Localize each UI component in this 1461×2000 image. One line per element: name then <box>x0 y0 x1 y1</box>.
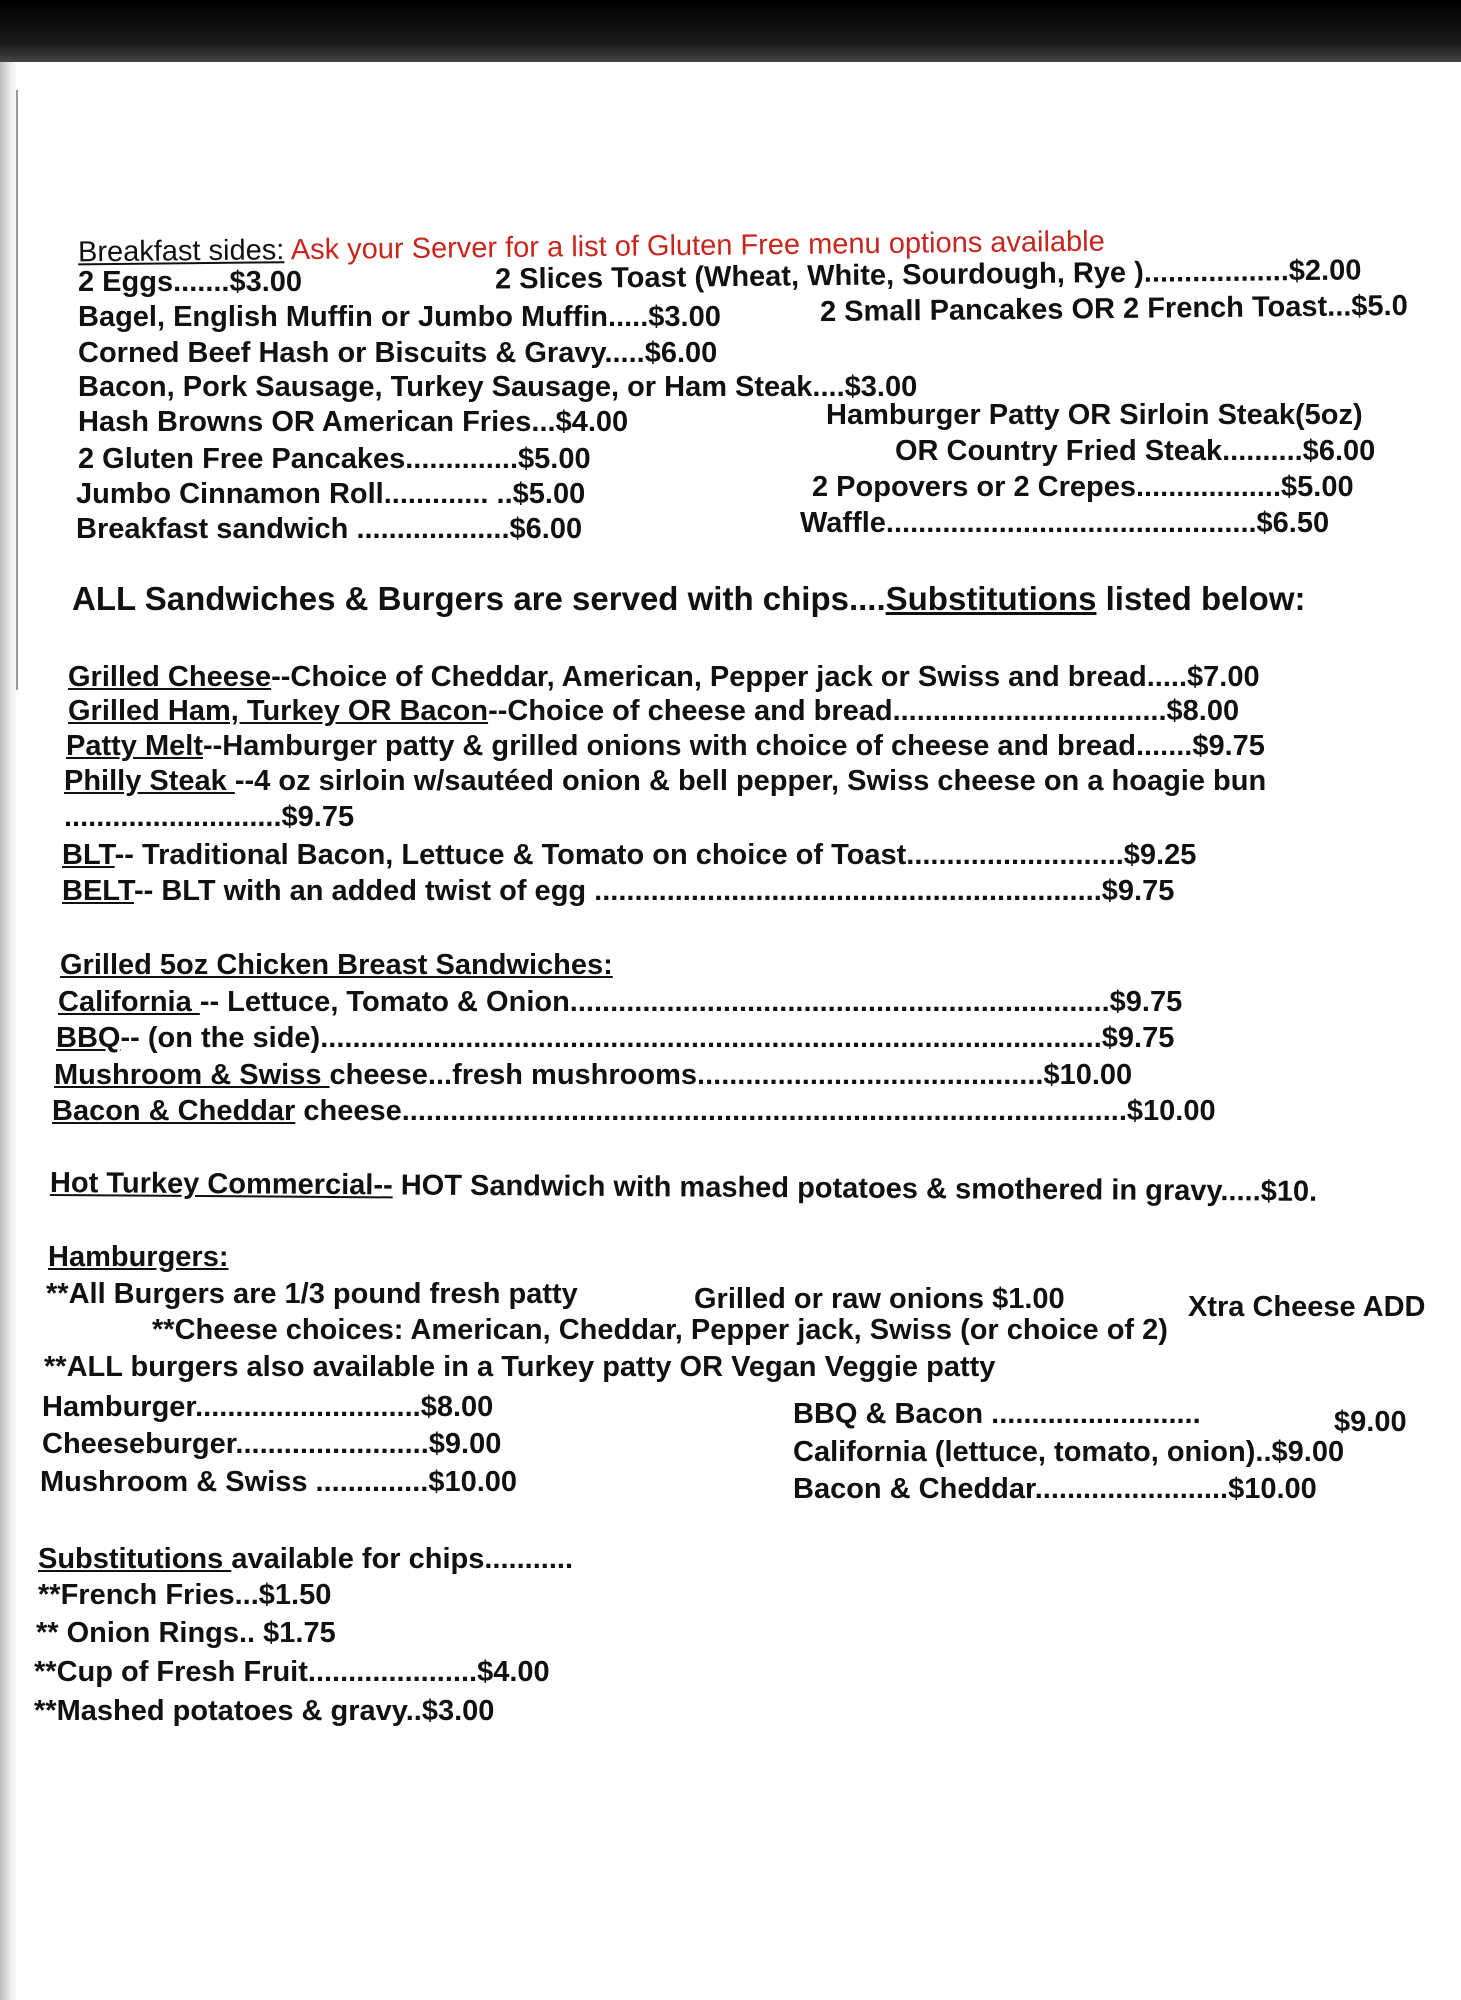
burger-hamburger: Hamburger............................$8.00 <box>42 1391 494 1423</box>
burger-bbq-bacon-price: $9.00 <box>1334 1406 1407 1438</box>
item-country-fried: OR Country Fried Steak..........$6.00 <box>895 435 1376 467</box>
sandwiches-intro-a: ALL Sandwiches & Burgers are served with chips.... <box>72 580 886 617</box>
sandwich-item-desc: ...........................$9.75 <box>64 801 355 833</box>
cheese-choices-note: **Cheese choices: American, Cheddar, Pepper jack, Swiss (or choice of 2) <box>152 1314 1168 1346</box>
item-gf-pancakes: 2 Gluten Free Pancakes..............$5.00 <box>78 443 591 475</box>
sandwich-item-desc: -- BLT with an added twist of egg ...............................................................$9.75 <box>133 875 1175 907</box>
sandwich-item <box>68 660 1260 694</box>
sandwich-item-desc: --Choice of cheese and bread..................................$8.00 <box>488 695 1240 727</box>
item-hash-browns: Hash Browns OR American Fries...$4.00 <box>78 406 629 438</box>
burger-cheeseburger: Cheeseburger........................$9.00 <box>42 1428 502 1460</box>
sandwiches-intro-substitutions: Substitutions <box>885 580 1097 617</box>
burger-patty-note: **All Burgers are 1/3 pound fresh patty <box>46 1278 578 1310</box>
hot-turkey-item <box>50 1166 1317 1209</box>
item-eggs: 2 Eggs.......$3.00 <box>78 266 303 298</box>
substitution-item: ** Onion Rings.. $1.75 <box>36 1617 336 1649</box>
xtra-cheese-addon: Xtra Cheese ADD <box>1188 1291 1426 1323</box>
burger-mushroom-swiss: Mushroom & Swiss ..............$10.00 <box>40 1466 518 1498</box>
sandwich-item-name: Grilled Cheese <box>68 661 272 693</box>
gluten-free-note: Ask your Server for a list of Gluten Free menu options available <box>290 225 1105 267</box>
burger-california: California (lettuce, tomato, onion)..$9.00 <box>793 1436 1345 1468</box>
sandwich-item <box>64 764 1266 798</box>
sandwich-item-desc: --Hamburger patty & grilled onions with choice of cheese and bread.......$9.75 <box>202 730 1265 762</box>
item-corned-beef: Corned Beef Hash or Biscuits & Gravy.....$6.00 <box>78 337 718 369</box>
item-bacon: Bacon, Pork Sausage, Turkey Sausage, or Ham Steak....$3.00 <box>78 371 918 403</box>
item-hamburger-patty: Hamburger Patty OR Sirloin Steak(5oz) <box>826 399 1363 431</box>
sandwich-item <box>62 874 1174 908</box>
sandwich-item <box>66 729 1265 763</box>
sandwich-item-name: Grilled Ham, Turkey OR Bacon <box>68 695 489 727</box>
burger-bacon-cheddar: Bacon & Cheddar........................$10.00 <box>793 1473 1317 1505</box>
chicken-item <box>52 1094 1216 1128</box>
chicken-item-name: BBQ <box>56 1022 121 1054</box>
sandwiches-intro-b: listed below: <box>1096 580 1306 617</box>
substitutions-heading-rest: available for chips........... <box>231 1543 573 1575</box>
sandwiches-intro <box>72 582 1305 616</box>
substitution-item: **Mashed potatoes & gravy..$3.00 <box>34 1695 495 1727</box>
item-waffle: Waffle..............................................$6.50 <box>800 507 1330 539</box>
chicken-item-desc: cheese..........................................................................................$10.00 <box>295 1095 1216 1127</box>
sandwich-item <box>68 694 1239 728</box>
item-toast: 2 Slices Toast (Wheat, White, Sourdough, Rye )..................$2.00 <box>494 254 1362 296</box>
chicken-item-name: California <box>58 986 200 1018</box>
chicken-item-name: Bacon & Cheddar <box>52 1095 296 1127</box>
sandwich-item-name: BELT <box>62 875 134 907</box>
chicken-item-desc: cheese...fresh mushrooms...........................................$10.00 <box>329 1059 1133 1091</box>
breakfast-heading: Breakfast sides: <box>77 234 285 269</box>
substitutions-heading: Substitutions <box>38 1543 232 1575</box>
substitutions-heading-line <box>38 1542 573 1576</box>
hot-turkey-name: Hot Turkey Commercial-- <box>49 1167 393 1202</box>
sandwich-item-name: BLT <box>62 839 115 871</box>
item-cinnamon-roll: Jumbo Cinnamon Roll............. ..$5.00 <box>76 478 586 510</box>
sandwich-item-desc: --4 oz sirloin w/sautéed onion & bell pepper, Swiss cheese on a hoagie bun <box>234 765 1267 797</box>
chicken-item-desc: -- (on the side).................................................................................................$9.75 <box>120 1022 1175 1054</box>
sandwich-item-name: Patty Melt <box>66 730 203 762</box>
sandwich-item <box>64 800 354 834</box>
substitution-item: **French Fries...$1.50 <box>38 1579 332 1611</box>
item-pancakes: 2 Small Pancakes OR 2 French Toast...$5.0 <box>819 289 1408 329</box>
sandwich-item-desc: --Choice of Cheddar, American, Pepper jack or Swiss and bread.....$7.00 <box>271 661 1260 693</box>
chicken-item <box>56 1021 1174 1055</box>
sandwich-item <box>62 838 1196 872</box>
chicken-heading: Grilled 5oz Chicken Breast Sandwiches: <box>60 949 613 981</box>
burger-bbq-bacon: BBQ & Bacon .......................... <box>793 1398 1201 1430</box>
chicken-item <box>54 1058 1132 1092</box>
chicken-item-name: Mushroom & Swiss <box>54 1059 330 1091</box>
item-breakfast-sandwich: Breakfast sandwich ...................$6.00 <box>76 513 583 545</box>
item-popovers: 2 Popovers or 2 Crepes..................$5.00 <box>812 471 1354 503</box>
hot-turkey-desc: HOT Sandwich with mashed potatoes & smothered in gravy.....$10. <box>392 1169 1318 1208</box>
sandwich-item-name: Philly Steak <box>64 765 235 797</box>
chicken-item <box>58 985 1182 1019</box>
substitution-item: **Cup of Fresh Fruit.....................$4.00 <box>34 1656 550 1688</box>
sandwich-item-desc: -- Traditional Bacon, Lettuce & Tomato on choice of Toast...........................$9.25 <box>114 839 1197 871</box>
hamburgers-heading: Hamburgers: <box>48 1241 229 1273</box>
onions-addon: Grilled or raw onions $1.00 <box>694 1283 1065 1315</box>
turkey-veggie-note: **ALL burgers also available in a Turkey patty OR Vegan Veggie patty <box>44 1351 996 1383</box>
item-bagel: Bagel, English Muffin or Jumbo Muffin.....$3.00 <box>78 301 721 333</box>
chicken-item-desc: -- Lettuce, Tomato & Onion...................................................................$9.75 <box>199 986 1183 1018</box>
